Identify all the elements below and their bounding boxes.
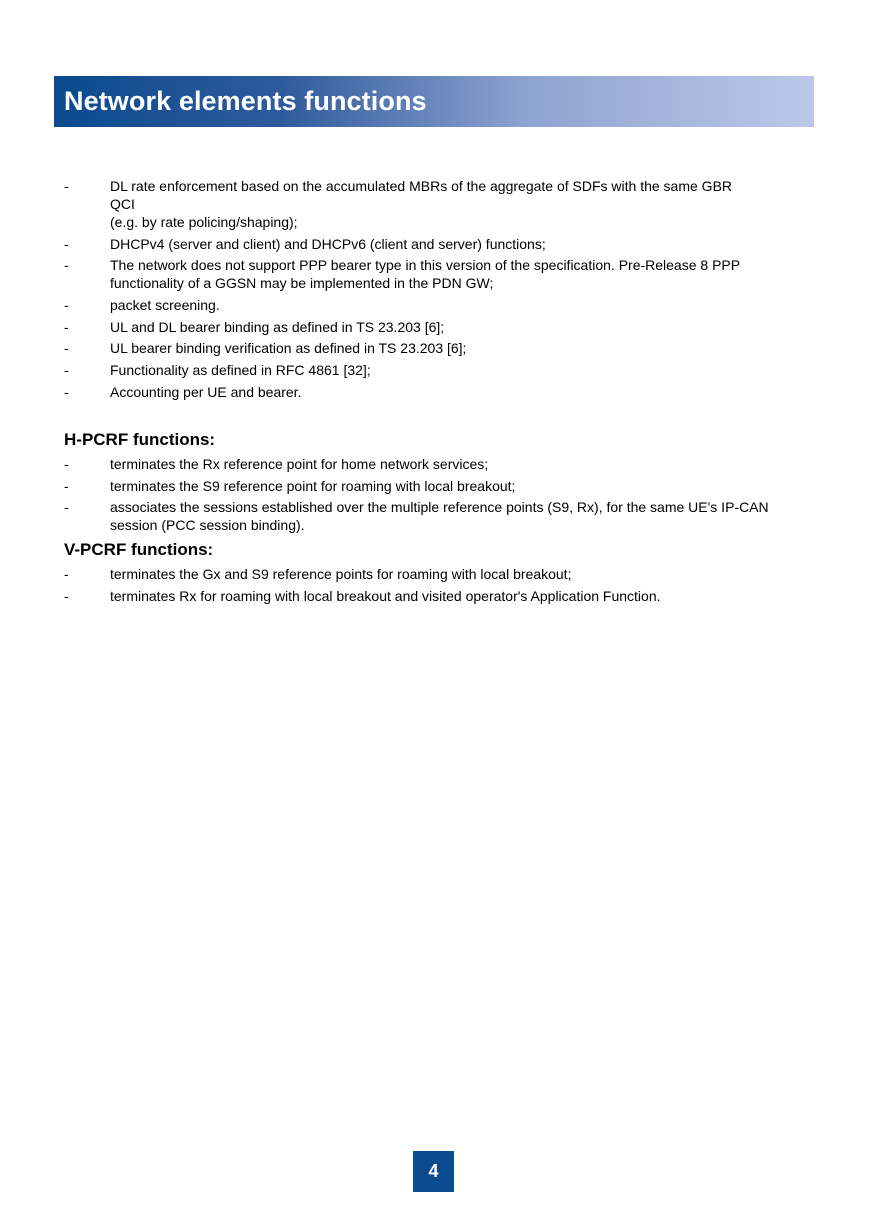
vpcrf-functions-list [64,565,770,608]
vpcrf-heading: V-PCRF functions: [64,540,214,559]
list-item [64,361,770,379]
list-item-text: terminates the Gx and S9 reference points for roaming with local breakout; [110,566,572,582]
bullet-dash: - [64,456,69,472]
bullet-dash: - [64,587,69,604]
list-item-text: terminates the Rx reference point for home network services; [110,456,489,472]
list-item-text: DHCPv4 (server and client) and DHCPv6 (client and server) functions; [110,235,546,252]
title-banner [54,76,814,127]
list-item [64,318,770,336]
list-item-text: UL bearer binding verification as defined in TS 23.203 [6]; [110,340,467,357]
list-item [64,565,770,583]
list-item-text: terminates the S9 reference point for roaming with local breakout; [110,477,516,494]
list-item-text: The network does not support PPP bearer type in this version of the specification. Pre-Release 8 PPP functionality of a GGSN may be implemented in the PDN GW; [110,257,740,292]
pgw-functions-list [64,177,770,405]
list-item [64,587,770,605]
list-item-text: terminates Rx for roaming with local breakout and visited operator's Application Function. [110,587,661,604]
list-item-text: Accounting per UE and bearer. [110,383,302,400]
list-item-text: Functionality as defined in RFC 4861 [32]; [110,362,371,379]
page-number: 4 [413,1151,454,1192]
bullet-dash: - [64,235,69,252]
list-item [64,256,770,292]
list-item-text: DL rate enforcement based on the accumulated MBRs of the aggregate of SDFs with the same GBR QCI [110,178,733,212]
bullet-dash: - [64,362,69,379]
list-item [64,235,770,253]
list-item [64,455,770,473]
bullet-dash: - [64,340,69,357]
list-item-text: packet screening. [110,297,220,314]
bullet-dash: - [64,297,69,314]
list-item [64,383,770,401]
hpcrf-functions-list [64,455,770,538]
list-item [64,339,770,357]
bullet-dash: - [64,499,69,516]
list-item-subtext: (e.g. by rate policing/shaping); [110,214,298,230]
bullet-dash: - [64,257,69,274]
list-item-text: associates the sessions established over the multiple reference points (S9, Rx), for the same UE's IP-CAN session (PCC session binding). [110,499,769,534]
bullet-dash: - [64,178,69,194]
hpcrf-heading: H-PCRF functions: [64,430,216,449]
list-item [64,296,770,314]
list-item [64,498,770,534]
list-item [64,477,770,495]
bullet-dash: - [64,383,69,400]
bullet-dash: - [64,477,69,494]
bullet-dash: - [64,318,69,335]
page-title: Network elements functions [64,86,427,116]
list-item-text: UL and DL bearer binding as defined in TS 23.203 [6]; [110,318,445,335]
bullet-dash: - [64,566,69,582]
list-item [64,177,770,231]
